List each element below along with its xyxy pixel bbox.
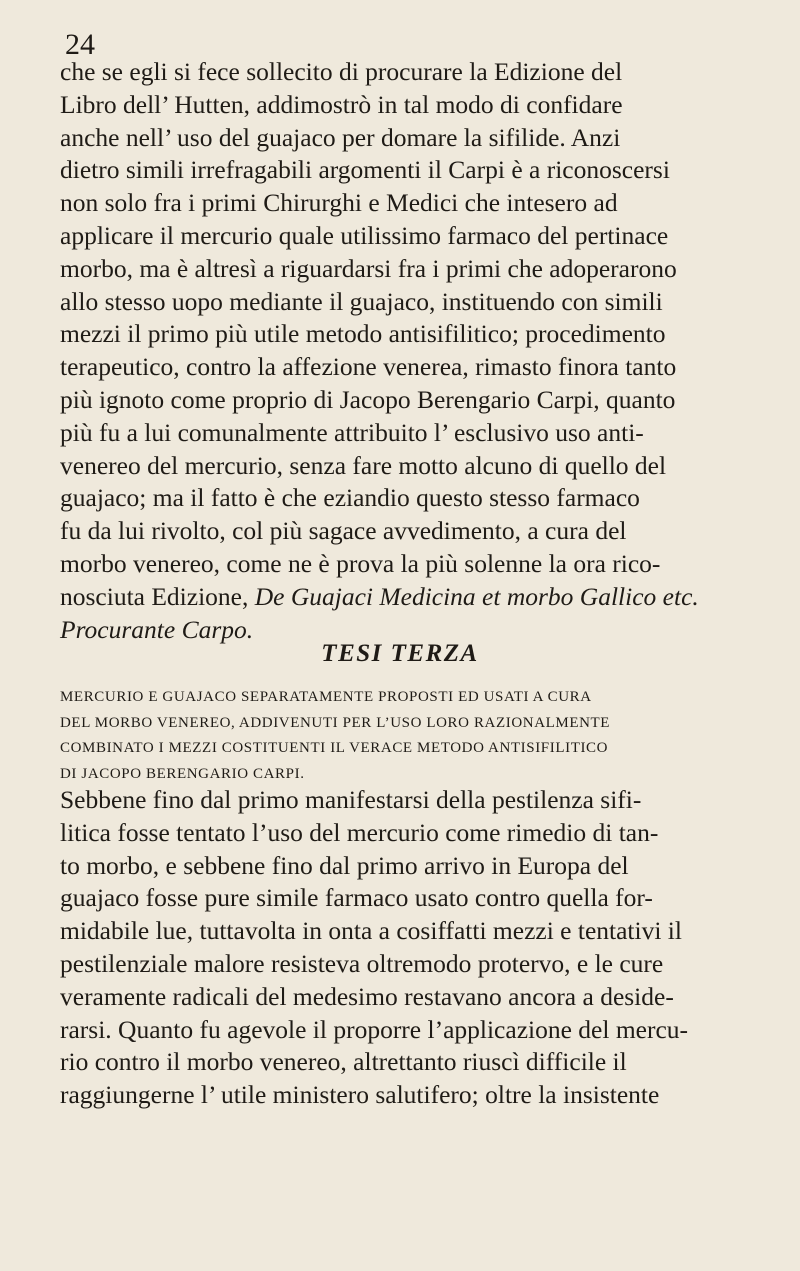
paragraph-2: Sebbene fino dal primo manifestarsi della pestilenza sifi- litica fosse tentato l’uso del mercurio come rimedio di tan- to morbo, e sebbene fino dal primo arrivo in Europa del guajaco fosse pure simile farmaco usato contro quella for- midabile lue, tuttavolta in onta a cosiffatti mezzi e tentativi il pestilenziale malore resisteva oltremodo protervo, e le cure veramente radicali del medesimo restavano ancora a deside- rarsi. Quanto fu agevole il proporre l’applicazione del mercu- rio contro il morbo venereo, altrettanto riuscì difficile il raggiungerne l’ utile ministero salutifero; oltre la insistente [60,785,689,1110]
paragraph-1-text: che se egli si fece sollecito di procurare la Edizione del Libro dell’ Hutten, addimostrò in tal modo di confidare anche nell’ uso del guajaco per domare la sifilide. Anzi dietro simili irrefragabili argomenti il Carpi è a riconoscersi non solo fra i primi Chirurghi e Medici che intesero ad applicare il mercurio quale utilissimo farmaco del pertinace morbo, ma è altresì a riguardarsi fra i primi che adoperarono allo stesso uopo mediante il guajaco, instituendo con simili mezzi il primo più utile metodo antisifilitico; procedimento terapeutico, contro la affezione venerea, rimasto finora tanto più ignoto come proprio di Jacopo Berengario Carpi, quanto più fu a lui comunalmente attribuito l’ esclusivo uso anti- venereo del mercurio, senza fare motto alcuno di quello del guajaco; ma il fatto è che eziandio questo stesso farmaco fu da lui rivolto, col più sagace avvedimento, a cura del morbo venereo, come ne è prova la più solenne la ora rico- nosciuta Edizione, [60,57,677,611]
section-title: TESI TERZA [321,640,479,667]
section-subtitle: MERCURIO E GUAJACO SEPARATAMENTE PROPOSTI ED USATI A CURA DEL MORBO VENEREO, ADDIVENUTI PER L’USO LORO RAZIONALMENTE COMBINATO I MEZZI COSTITUENTI IL VERACE METODO ANTISIFILITICO DI JACOPO BERENGARIO CARPI. [60,689,611,782]
page-number: 24 [65,28,95,61]
paragraph-1 [60,56,742,646]
book-title-citation: De Guajaci Medicina et morbo Gallico etc. Procurante Carpo. [60,581,699,644]
